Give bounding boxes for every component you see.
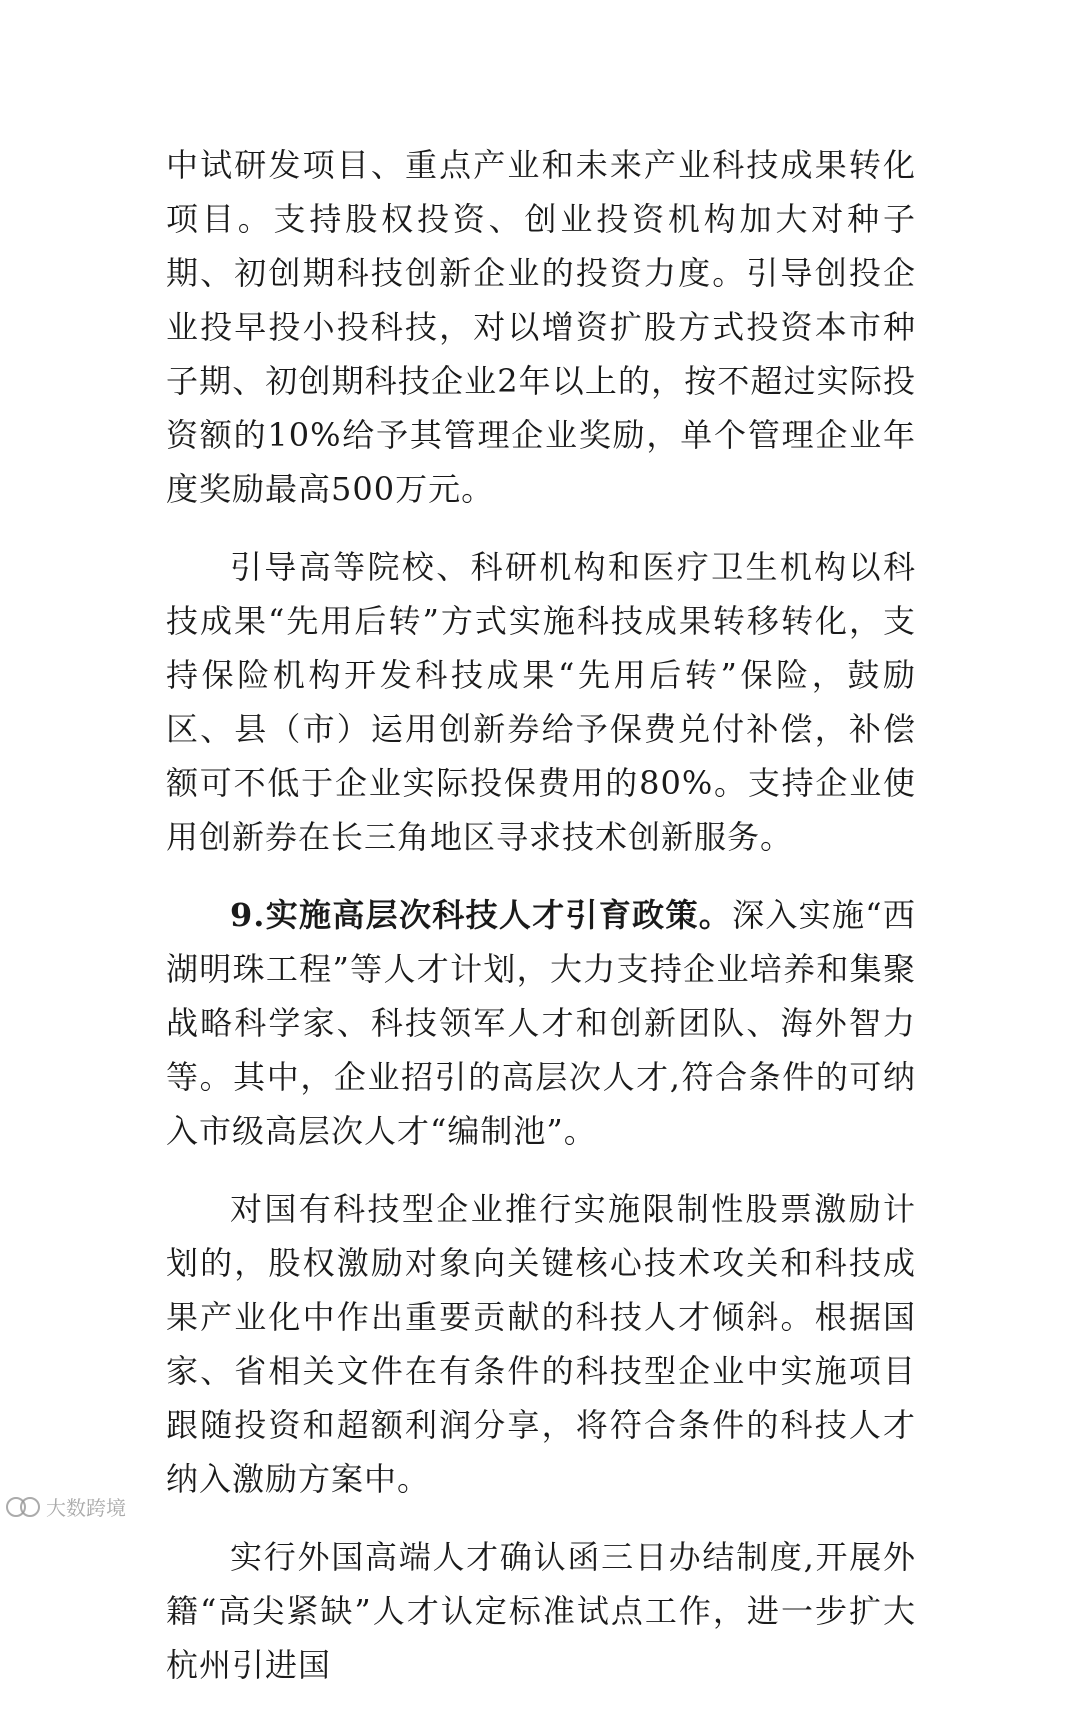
watermark [6, 1492, 126, 1521]
paragraph-2-text: 引导高等院校、科研机构和医疗卫生机构以科技成果“先用后转”方式实施科技成果转移转化，支持保险机构开发科技成果“先用后转”保险，鼓励区、县（市）运用创新券给予保费兑付补偿，补偿额可不低于企业实际投保费用的80%。支持企业使用创新券在长三角地区寻求技术创新服务。 [166, 548, 916, 856]
paragraph-5-text: 实行外国高端人才确认函三日办结制度,开展外籍“高尖紧缺”人才认定标准试点工作，进一步扩大杭州引进国 [166, 1538, 916, 1684]
paragraph-4-text: 对国有科技型企业推行实施限制性股票激励计划的，股权激励对象向关键核心技术攻关和科技成果产业化中作出重要贡献的科技人才倾斜。根据国家、省相关文件在有条件的科技型企业中实施项目跟随投资和超额利润分享，将符合条件的科技人才纳入激励方案中。 [166, 1190, 916, 1498]
paragraph-3-text: 深入实施“西湖明珠工程”等人才计划，大力支持企业培养和集聚战略科学家、科技领军人才和创新团队、海外智力等。其中，企业招引的高层次人才,符合条件的可纳入市级高层次人才“编制池”。 [166, 896, 916, 1150]
paragraph-3 [166, 888, 916, 1158]
paragraph-4 [166, 1182, 916, 1506]
document-page [166, 138, 916, 1716]
paragraph-1-text: 中试研发项目、重点产业和未来产业科技成果转化项目。支持股权投资、创业投资机构加大对种子期、初创期科技创新企业的投资力度。引导创投企业投早投小投科技，对以增资扩股方式投资本市种子期、初创期科技企业2年以上的，按不超过实际投资额的10%给予其管理企业奖励，单个管理企业年度奖励最高500万元。 [166, 146, 916, 508]
paragraph-3-heading: 9.实施高层次科技人才引育政策。 [230, 896, 733, 934]
paragraph-5 [166, 1530, 916, 1692]
paragraph-2 [166, 540, 916, 864]
paragraph-1 [166, 138, 916, 516]
watermark-text: 大数跨境 [46, 1496, 126, 1520]
double-circle-logo-icon [6, 1496, 42, 1518]
